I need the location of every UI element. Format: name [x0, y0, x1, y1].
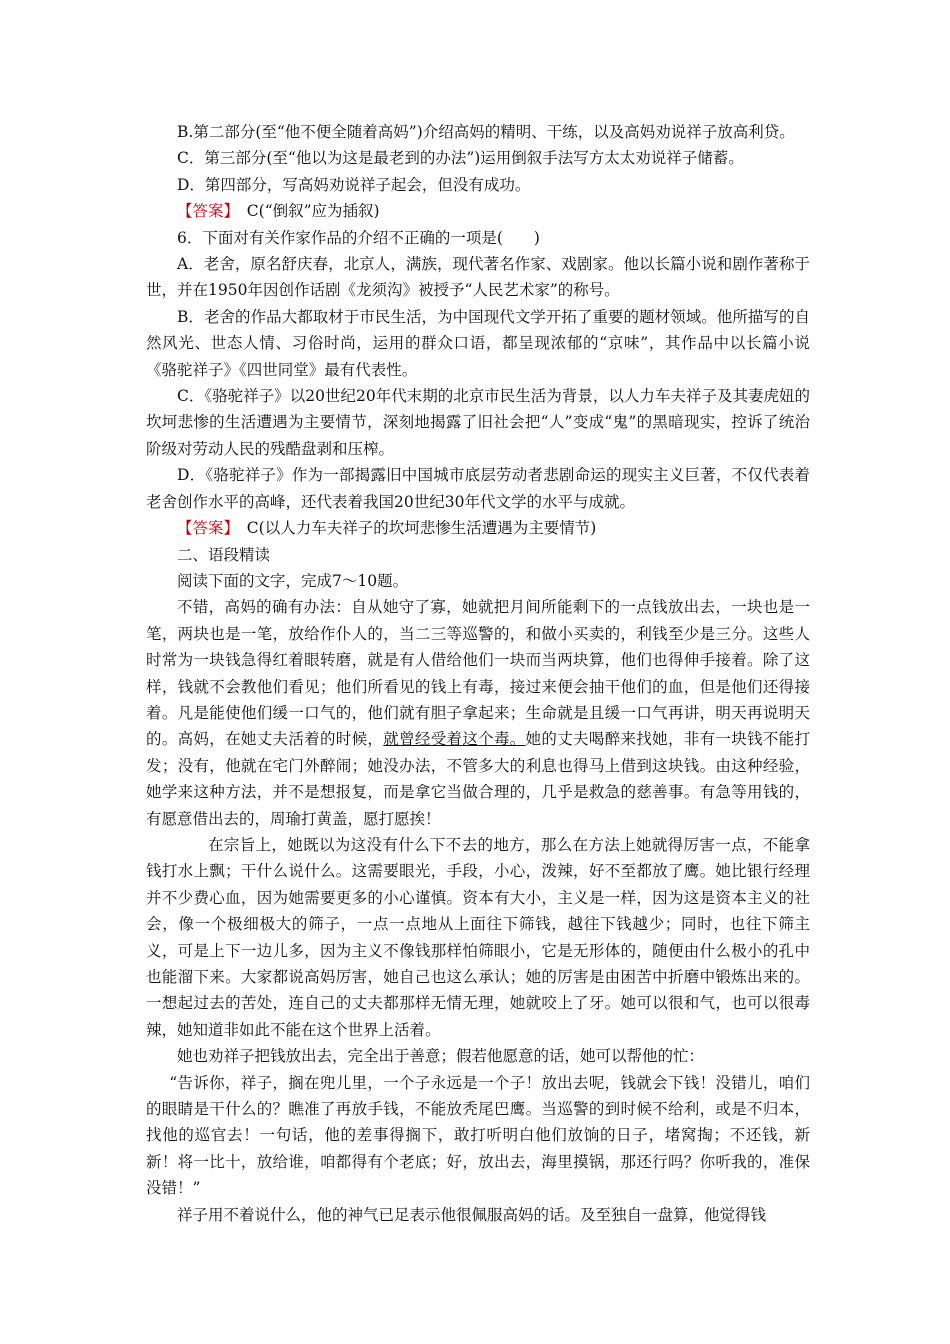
passage-quote: “告诉你，祥子，搁在兜儿里，一个子永远是一个子！放出去呢，钱就会下钱！没错儿，咱们的眼睛是干什么的？瞧准了再放手钱，不能放秃尾巴鹰。当巡警的到时候不给利，或是不归本，找他的巡官去！一句话，他的差事得搁下，敢打听明白他们放饷的日子，堵窝掏；不还钱，新新！将一比十，放给谁，咱都得有个老底；好，放出去，海里摸锅，那还行吗？你听我的，准保没错！”	[146, 1073, 810, 1198]
q6-option-b: B．老舍的作品大都取材于市民生活，为中国现代文学开拓了重要的题材领域。他所描写的自然风光、世态人情、习俗时尚，运用的群众口语，都呈现浓郁的“京味”，其作品中以长篇小说《骆驼祥子》《四世同堂》最有代表性。	[146, 307, 810, 379]
q6-option-d: D．《骆驼祥子》作为一部揭露旧中国城市底层劳动者悲剧命运的现实主义巨著，不仅代表着老舍创作水平的高峰，还代表着我国20世纪30年代文学的水平与成就。	[146, 466, 810, 511]
passage-paragraph-5: 祥子用不着说什么，他的神气已足表示他很佩服高妈的话。及至独自一盘算，他觉得钱	[177, 1205, 767, 1224]
q6-option-c: C．《骆驼祥子》以20世纪20年代末期的北京市民生活为背景，以人力车夫祥子及其妻虎妞的坎坷悲惨的生活遭遇为主要情节，深刻地揭露了旧社会把“人”变成“鬼”的黑暗现实，控诉了统治阶级对劳动人民的残酷盘剥和压榨。	[146, 387, 810, 458]
passage-paragraph-1	[146, 594, 810, 832]
passage-paragraph-2: 在宗旨上，她既以为这没有什么下不去的地方，那么在方法上她就得厉害一点，不能拿钱打水上飘；干什么说什么。这需要眼光，手段，小心，泼辣，好不至都放了鹰。她比银行经理并不少费心血，因为她需要更多的小心谨慎。资本有大小，主义是一样，因为这是资本主义的社会，像一个极细极大的筛子，一点一点地从上面往下筛钱，越往下钱越少；同时，也往下筛主义，可是上下一边儿多，因为主义不像钱那样怕筛眼小，它是无形体的，随便由什么极小的孔中也能溜下来。大家都说高妈厉害，她自己也这么承认；她的厉害是由困苦中折磨中锻炼出来的。一想起过去的苦处，连自己的丈夫都那样无情无理，她就咬上了牙。她可以很和气，也可以很毒辣，她知道非如此不能在这个世界上活着。	[146, 835, 810, 1039]
q5-option-b: B.第二部分(至“他不便全随着高妈”)介绍高妈的精明、干练，以及高妈劝说祥子放高利贷。	[177, 123, 795, 141]
passage-text: 不错，高妈的确有办法：自从她守了寡，她就把月间所能剩下的一点钱放出去，一块也是一笔，两块也是一笔，放给作仆人的，当二三等巡警的，和做小买卖的，利钱至少是三分。这些人时常为一块钱急得红着眼转磨，就是有人借给他们一块而当两块算，他们也得伸手接着。除了这样，钱就不会教他们看见；他们所看见的钱上有毒，接过来便会抽干他们的血，但是他们还得接着。凡是能使他们缓一口气的，他们就有胆子拿起来；生命就是且缓一口气再讲，明天再说明天的。高妈，在她丈夫活着的时候，	[146, 598, 810, 749]
passage-text: 她的丈夫喝醉来找她，非有一块钱不能打发；没有，他就在宅门外醉闹；她没办法，不管多大的利息也得马上借到这块钱。由这种经验，她学来这种方法，并不是想报复，而是拿它当做合理的，几乎是救急的慈善事。有急等用钱的，有愿意借出去的，周瑜打黄盖，愿打愿挨！	[146, 730, 810, 828]
answer-label: 【答案】	[177, 202, 232, 221]
passage-paragraph-3: 她也劝祥子把钱放出去，完全出于善意；假若他愿意的话，她可以帮他的忙：	[177, 1047, 705, 1066]
section-heading: 二、语段精读	[177, 545, 271, 564]
q6-answer	[146, 515, 810, 541]
answer-text: C(以人力车夫祥子的坎坷悲惨生活遭遇为主要情节)	[246, 519, 597, 538]
underlined-phrase: 就曾经受着这个毒。	[383, 730, 526, 749]
q5-option-c: C．第三部分(至“他以为这是最老到的办法”)运用倒叙手法写方太太劝说祥子储蓄。	[177, 149, 744, 168]
q5-option-d: D．第四部分，写高妈劝说祥子起会，但没有成功。	[177, 175, 531, 194]
q5-answer	[146, 198, 810, 224]
answer-label: 【答案】	[177, 519, 232, 538]
q6-option-a: A．老舍，原名舒庆春，北京人，满族，现代著名作家、戏剧家。他以长篇小说和剧作著称于世，并在1950年因创作话剧《龙须沟》被授予“人民艺术家”的称号。	[146, 255, 810, 300]
answer-text: C(“倒叙”应为插叙)	[246, 202, 380, 221]
q6-stem: 6．下面对有关作家作品的介绍不正确的一项是( )	[177, 228, 540, 247]
document-body	[146, 119, 810, 1228]
reading-instruction: 阅读下面的文字，完成7～10题。	[177, 571, 409, 590]
